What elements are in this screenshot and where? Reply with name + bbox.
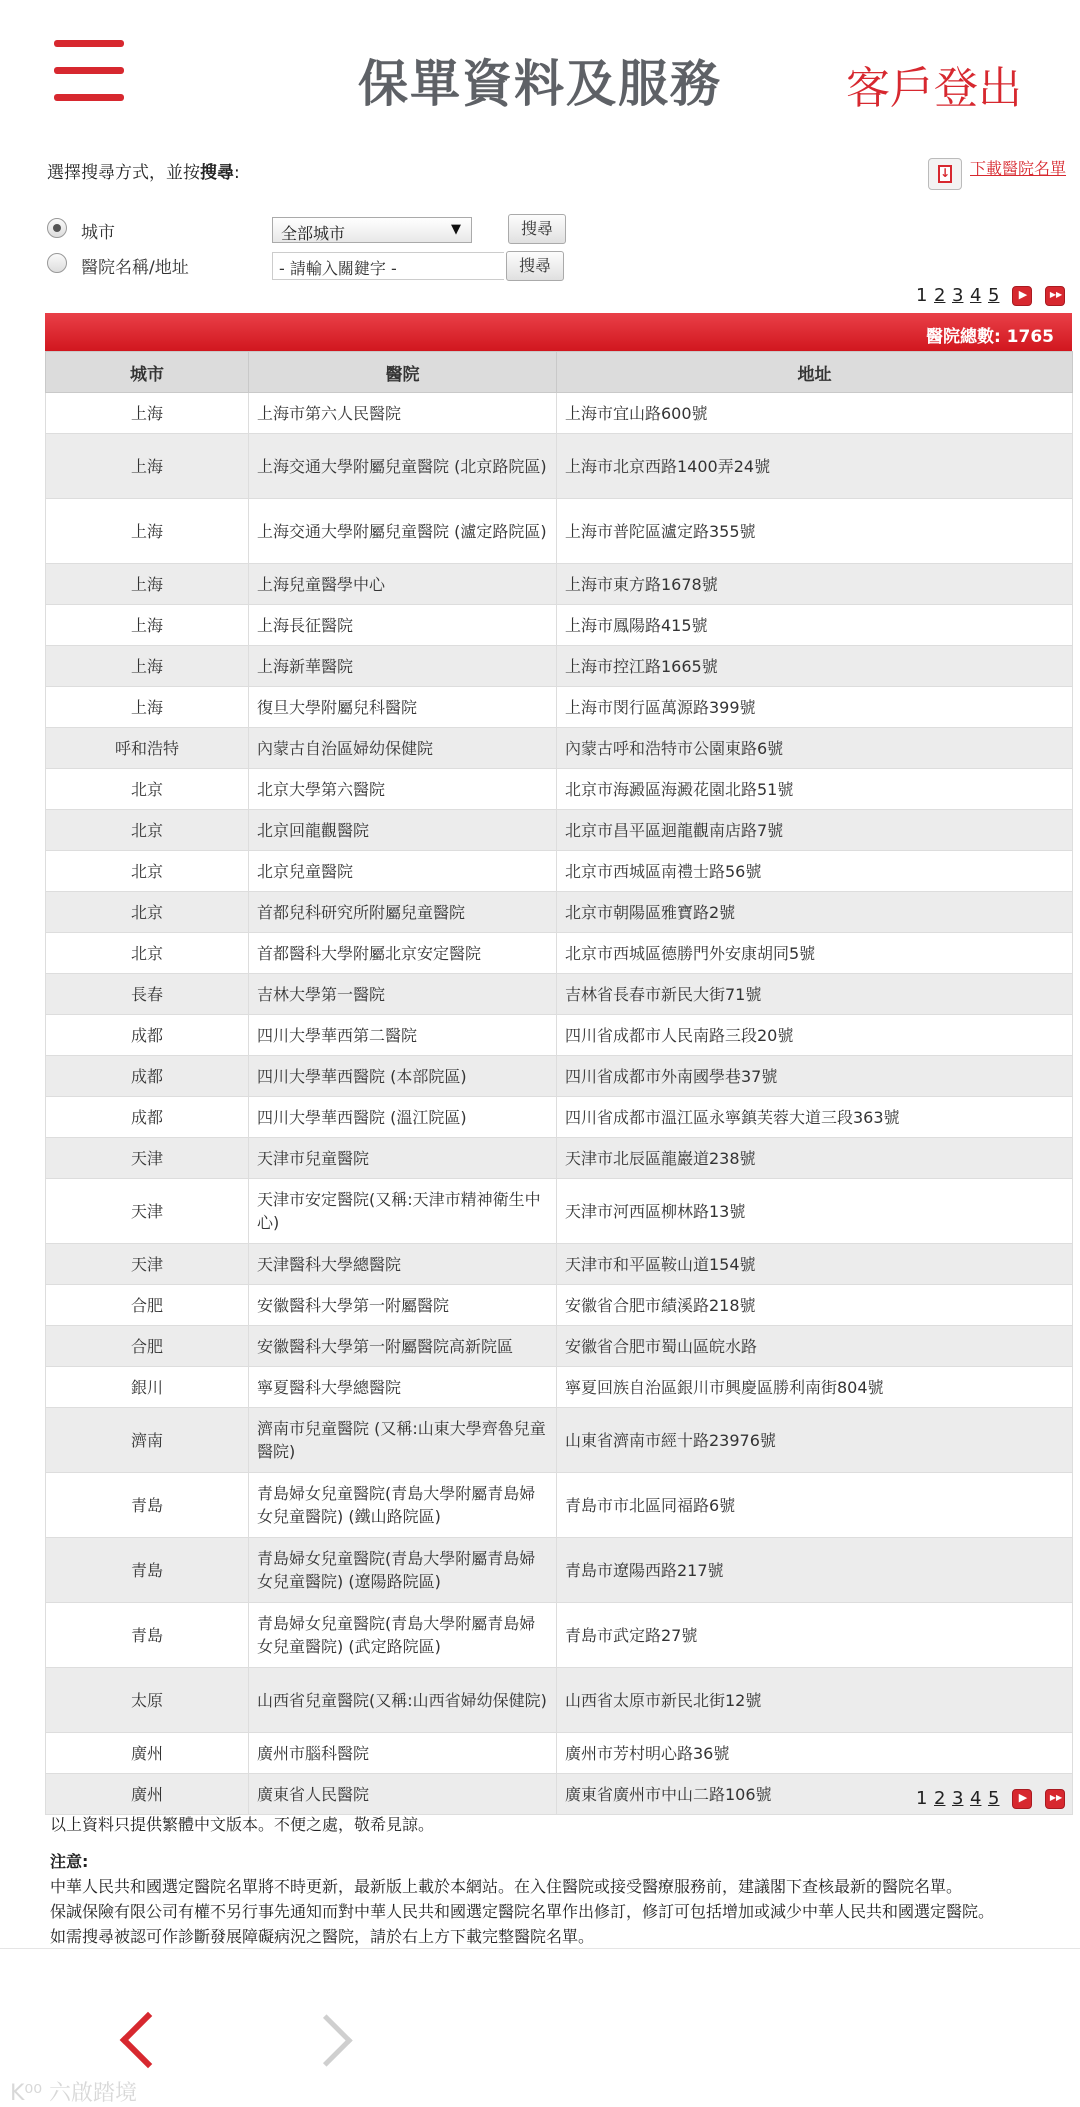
table-cell-address: 青島市市北區同福路6號 <box>557 1473 1073 1538</box>
pagination-bottom <box>916 1788 1076 1812</box>
table-cell-city: 上海 <box>46 646 249 687</box>
table-cell-city: 長春 <box>46 974 249 1015</box>
table-cell-address: 安徽省合肥市蜀山區皖水路 <box>557 1326 1073 1367</box>
table-cell-city: 上海 <box>46 564 249 605</box>
page-link[interactable]: 4 <box>970 1788 982 1809</box>
city-radio[interactable] <box>47 218 67 238</box>
table-cell-address: 山東省濟南市經十路23976號 <box>557 1408 1073 1473</box>
keyword-input[interactable]: - 請輸入關鍵字 - <box>272 252 504 280</box>
table-cell-address: 天津市北辰區龍巖道238號 <box>557 1138 1073 1179</box>
note-line: 中華人民共和國選定醫院名單將不時更新，最新版上載於本網站。在入住醫院或接受醫療服務前，建議閣下查核最新的醫院名單。 <box>50 1877 963 1896</box>
table-row <box>46 1733 1073 1774</box>
table-cell-hospital: 首都兒科研究所附屬兒童醫院 <box>249 892 557 933</box>
hospital-table <box>45 351 1073 1815</box>
table-row <box>46 1668 1073 1733</box>
table-cell-hospital: 廣州市腦科醫院 <box>249 1733 557 1774</box>
table-cell-address: 上海市宜山路600號 <box>557 393 1073 434</box>
table-cell-city: 廣州 <box>46 1733 249 1774</box>
table-cell-hospital: 四川大學華西第二醫院 <box>249 1015 557 1056</box>
table-cell-hospital: 北京兒童醫院 <box>249 851 557 892</box>
table-cell-address: 內蒙古呼和浩特市公園東路6號 <box>557 728 1073 769</box>
table-cell-address: 北京市西城區南禮士路56號 <box>557 851 1073 892</box>
table-cell-address: 青島市遼陽西路217號 <box>557 1538 1073 1603</box>
table-cell-hospital: 上海交通大學附屬兒童醫院 (北京路院區) <box>249 434 557 499</box>
bottom-divider <box>0 1948 1080 1949</box>
page-link[interactable]: 5 <box>988 285 1000 306</box>
table-cell-hospital: 上海兒童醫學中心 <box>249 564 557 605</box>
table-cell-hospital: 青島婦女兒童醫院(青島大學附屬青島婦女兒童醫院) (武定路院區) <box>249 1603 557 1668</box>
table-cell-hospital: 北京回龍觀醫院 <box>249 810 557 851</box>
table-row <box>46 1408 1073 1473</box>
page-link[interactable]: 3 <box>952 285 964 306</box>
table-cell-hospital: 北京大學第六醫院 <box>249 769 557 810</box>
note-line: 如需搜尋被認可作診斷發展障礙病況之醫院，請於右上方下載完整醫院名單。 <box>50 1927 595 1946</box>
table-cell-hospital: 吉林大學第一醫院 <box>249 974 557 1015</box>
forward-arrow-icon[interactable] <box>312 2016 360 2064</box>
table-cell-hospital: 山西省兒童醫院(又稱:山西省婦幼保健院) <box>249 1668 557 1733</box>
table-row <box>46 646 1073 687</box>
table-row <box>46 810 1073 851</box>
table-cell-address: 廣東省廣州市中山二路106號 <box>557 1774 1073 1815</box>
name-address-radio-label[interactable]: 醫院名稱/地址 <box>81 258 189 278</box>
keyword-search-button[interactable]: 搜尋 <box>506 251 564 281</box>
table-cell-city: 北京 <box>46 810 249 851</box>
table-row <box>46 687 1073 728</box>
table-cell-hospital: 首都醫科大學附屬北京安定醫院 <box>249 933 557 974</box>
table-cell-city: 青島 <box>46 1473 249 1538</box>
hospital-total: 醫院總數: 1765 <box>925 327 1054 347</box>
table-cell-hospital: 寧夏醫科大學總醫院 <box>249 1367 557 1408</box>
table-row <box>46 1244 1073 1285</box>
table-cell-hospital: 天津醫科大學總醫院 <box>249 1244 557 1285</box>
city-search-button[interactable]: 搜尋 <box>508 214 566 244</box>
app-header <box>0 0 1080 160</box>
header-address: 地址 <box>557 352 1073 393</box>
table-cell-address: 吉林省長春市新民大街71號 <box>557 974 1073 1015</box>
table-cell-address: 上海市閔行區萬源路399號 <box>557 687 1073 728</box>
table-cell-city: 天津 <box>46 1179 249 1244</box>
table-cell-city: 上海 <box>46 499 249 564</box>
table-row <box>46 769 1073 810</box>
table-cell-address: 天津市和平區鞍山道154號 <box>557 1244 1073 1285</box>
table-cell-city: 成都 <box>46 1056 249 1097</box>
table-cell-address: 北京市西城區德勝門外安康胡同5號 <box>557 933 1073 974</box>
table-cell-city: 北京 <box>46 769 249 810</box>
table-cell-hospital: 安徽醫科大學第一附屬醫院高新院區 <box>249 1326 557 1367</box>
table-row <box>46 892 1073 933</box>
table-cell-city: 北京 <box>46 933 249 974</box>
page-link[interactable]: 2 <box>934 1788 946 1809</box>
table-cell-address: 寧夏回族自治區銀川市興慶區勝利南街804號 <box>557 1367 1073 1408</box>
table-cell-city: 合肥 <box>46 1326 249 1367</box>
dropdown-arrow-icon: ▼ <box>451 222 461 237</box>
table-row <box>46 1326 1073 1367</box>
menu-icon[interactable] <box>54 40 124 100</box>
table-row <box>46 1056 1073 1097</box>
table-cell-city: 太原 <box>46 1668 249 1733</box>
back-arrow-icon[interactable] <box>110 2016 158 2064</box>
table-row <box>46 499 1073 564</box>
table-header-row <box>46 352 1073 393</box>
table-cell-city: 廣州 <box>46 1774 249 1815</box>
table-cell-address: 安徽省合肥市績溪路218號 <box>557 1285 1073 1326</box>
table-total-bar <box>45 313 1072 351</box>
table-cell-address: 山西省太原市新民北街12號 <box>557 1668 1073 1733</box>
table-cell-address: 廣州市芳村明心路36號 <box>557 1733 1073 1774</box>
page-link[interactable]: 4 <box>970 285 982 306</box>
table-cell-hospital: 青島婦女兒童醫院(青島大學附屬青島婦女兒童醫院) (遼陽路院區) <box>249 1538 557 1603</box>
page-link[interactable]: 3 <box>952 1788 964 1809</box>
table-cell-city: 青島 <box>46 1603 249 1668</box>
table-cell-address: 上海市北京西路1400弄24號 <box>557 434 1073 499</box>
watermark-logo: K⁰⁰ 六啟踏境 <box>10 2081 138 2106</box>
table-cell-hospital: 復旦大學附屬兒科醫院 <box>249 687 557 728</box>
table-cell-hospital: 內蒙古自治區婦幼保健院 <box>249 728 557 769</box>
note-line: 保誠保險有限公司有權不另行事先通知而對中華人民共和國選定醫院名單作出修訂，修訂可包括增加或減少中華人民共和國選定醫院。 <box>50 1902 995 1921</box>
table-row <box>46 393 1073 434</box>
logout-button[interactable]: 客戶登出 <box>846 63 1022 114</box>
table-row <box>46 1179 1073 1244</box>
table-row <box>46 1138 1073 1179</box>
table-cell-city: 北京 <box>46 851 249 892</box>
table-cell-city: 呼和浩特 <box>46 728 249 769</box>
table-cell-city: 上海 <box>46 434 249 499</box>
table-row <box>46 933 1073 974</box>
table-cell-hospital: 天津市兒童醫院 <box>249 1138 557 1179</box>
table-cell-hospital: 上海交通大學附屬兒童醫院 (瀘定路院區) <box>249 499 557 564</box>
table-cell-address: 北京市海澱區海澱花園北路51號 <box>557 769 1073 810</box>
header-hospital: 醫院 <box>249 352 557 393</box>
table-cell-address: 天津市河西區柳林路13號 <box>557 1179 1073 1244</box>
table-cell-city: 上海 <box>46 687 249 728</box>
table-cell-city: 北京 <box>46 892 249 933</box>
table-row <box>46 1285 1073 1326</box>
table-cell-city: 青島 <box>46 1538 249 1603</box>
table-row <box>46 728 1073 769</box>
table-cell-hospital: 廣東省人民醫院 <box>249 1774 557 1815</box>
table-cell-address: 上海市普陀區瀘定路355號 <box>557 499 1073 564</box>
table-cell-address: 四川省成都市外南國學巷37號 <box>557 1056 1073 1097</box>
table-cell-address: 青島市武定路27號 <box>557 1603 1073 1668</box>
page-link[interactable]: 5 <box>988 1788 1000 1809</box>
table-cell-hospital: 上海市第六人民醫院 <box>249 393 557 434</box>
table-cell-city: 天津 <box>46 1244 249 1285</box>
city-radio-label[interactable]: 城市 <box>81 223 115 243</box>
table-row <box>46 1097 1073 1138</box>
table-cell-city: 成都 <box>46 1015 249 1056</box>
table-cell-hospital: 青島婦女兒童醫院(青島大學附屬青島婦女兒童醫院) (鐵山路院區) <box>249 1473 557 1538</box>
table-row <box>46 564 1073 605</box>
pdf-download-icon[interactable] <box>928 158 962 190</box>
table-cell-city: 合肥 <box>46 1285 249 1326</box>
last-page-icon[interactable] <box>1045 286 1065 306</box>
name-address-radio[interactable] <box>47 253 67 273</box>
pagination-top <box>916 285 1076 309</box>
page-link[interactable]: 2 <box>934 285 946 306</box>
table-row <box>46 1367 1073 1408</box>
table-row <box>46 1015 1073 1056</box>
page-title: 保單資料及服務 <box>358 55 722 113</box>
table-row <box>46 1538 1073 1603</box>
table-cell-address: 北京市朝陽區雅寶路2號 <box>557 892 1073 933</box>
next-page-icon[interactable] <box>1012 1789 1032 1809</box>
table-cell-address: 上海市東方路1678號 <box>557 564 1073 605</box>
table-cell-hospital: 上海長征醫院 <box>249 605 557 646</box>
download-label[interactable]: 下載醫院名單 <box>970 159 1067 178</box>
table-cell-address: 上海市控江路1665號 <box>557 646 1073 687</box>
table-row <box>46 605 1073 646</box>
language-disclaimer: 以上資料只提供繁體中文版本。不便之處，敬希見諒。 <box>50 1815 435 1834</box>
page-current: 1 <box>916 285 928 306</box>
page-current: 1 <box>916 1788 928 1809</box>
city-select-value: 全部城市 <box>281 224 346 243</box>
table-row <box>46 434 1073 499</box>
table-cell-hospital: 上海新華醫院 <box>249 646 557 687</box>
table-cell-hospital: 天津市安定醫院(又稱:天津市精神衛生中心) <box>249 1179 557 1244</box>
table-cell-city: 成都 <box>46 1097 249 1138</box>
next-page-icon[interactable] <box>1012 286 1032 306</box>
table-cell-address: 北京市昌平區迴龍觀南店路7號 <box>557 810 1073 851</box>
header-city: 城市 <box>46 352 249 393</box>
last-page-icon[interactable] <box>1045 1789 1065 1809</box>
table-row <box>46 1603 1073 1668</box>
table-cell-hospital: 四川大學華西醫院 (溫江院區) <box>249 1097 557 1138</box>
table-cell-city: 天津 <box>46 1138 249 1179</box>
table-row <box>46 1473 1073 1538</box>
table-cell-city: 上海 <box>46 393 249 434</box>
table-cell-hospital: 濟南市兒童醫院 (又稱:山東大學齊魯兒童醫院) <box>249 1408 557 1473</box>
table-row <box>46 851 1073 892</box>
table-cell-city: 濟南 <box>46 1408 249 1473</box>
search-instruction: 選擇搜尋方式，並按搜尋: <box>47 163 240 183</box>
notes-heading: 注意: <box>50 1852 89 1871</box>
table-cell-address: 四川省成都市人民南路三段20號 <box>557 1015 1073 1056</box>
table-cell-hospital: 四川大學華西醫院 (本部院區) <box>249 1056 557 1097</box>
table-cell-city: 銀川 <box>46 1367 249 1408</box>
notes-section <box>50 1812 1070 1949</box>
city-select[interactable] <box>272 217 472 243</box>
table-row <box>46 974 1073 1015</box>
table-cell-address: 四川省成都市溫江區永寧鎮芙蓉大道三段363號 <box>557 1097 1073 1138</box>
table-cell-address: 上海市鳳陽路415號 <box>557 605 1073 646</box>
table-cell-hospital: 安徽醫科大學第一附屬醫院 <box>249 1285 557 1326</box>
table-cell-city: 上海 <box>46 605 249 646</box>
